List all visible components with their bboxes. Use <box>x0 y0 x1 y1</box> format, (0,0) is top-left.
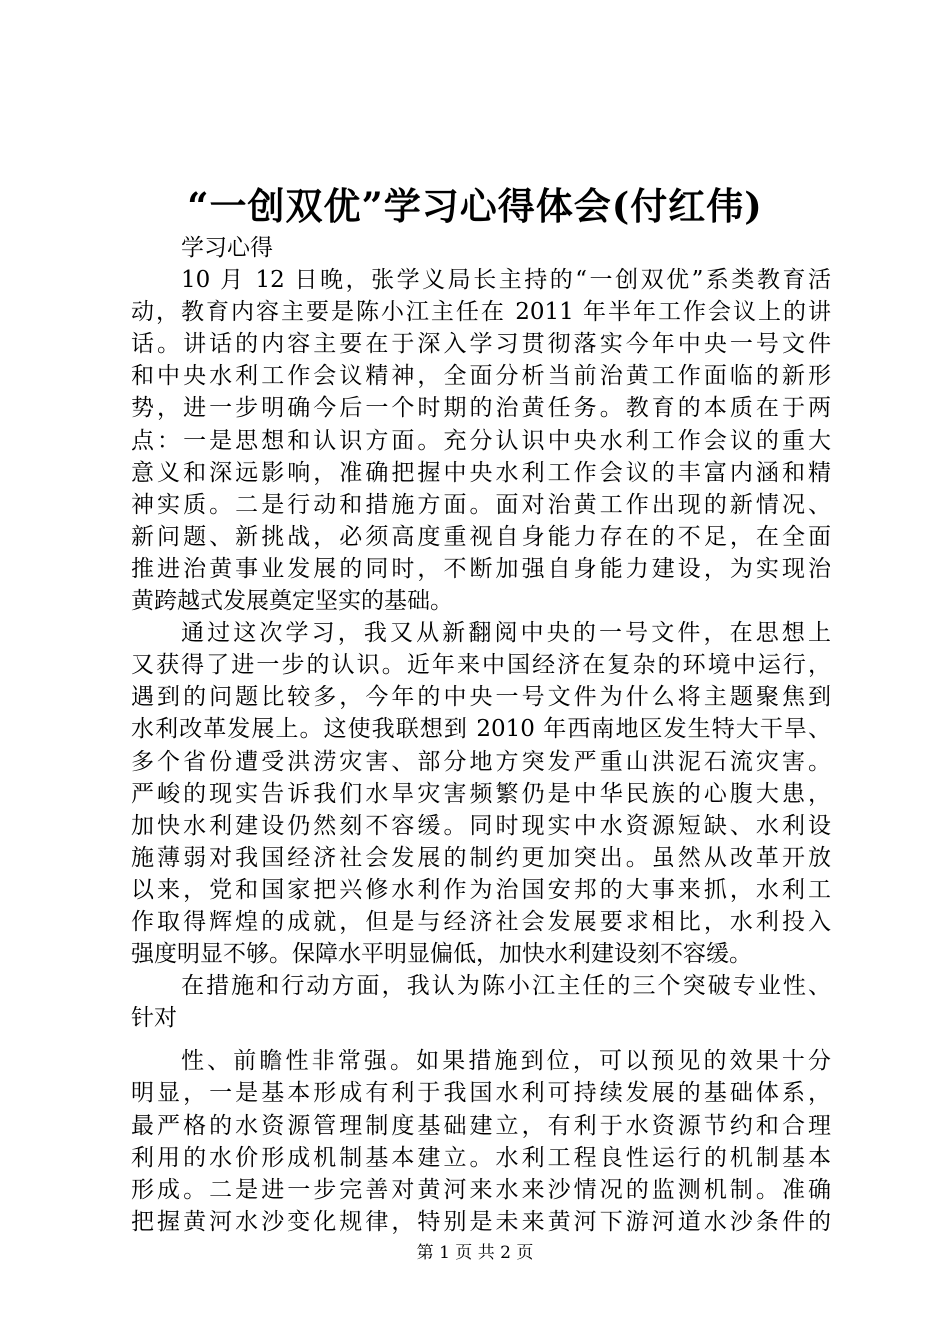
body-line: 性、前瞻性非常强。如果措施到位，可以预见的效果十分 <box>181 1048 831 1075</box>
body-line: 多个省份遭受洪涝灾害、部分地方突发严重山洪泥石流灾害。 <box>131 748 831 775</box>
body-line: 形成。二是进一步完善对黄河来水来沙情况的监测机制。准确 <box>131 1176 831 1203</box>
document-title: “一创双优”学习心得体会(付红伟) <box>187 184 763 228</box>
page-number-footer: 第 1 页 共 2 页 <box>416 1243 534 1263</box>
body-line: 利用的水价形成机制基本建立。水利工程良性运行的机制基本 <box>131 1144 831 1171</box>
document-body <box>131 232 831 1238</box>
body-line: 严峻的现实告诉我们水旱灾害频繁仍是中华民族的心腹大患， <box>131 780 831 807</box>
body-line: 新问题、新挑战，必须高度重视自身能力存在的不足，在全面 <box>131 523 831 550</box>
body-line: 势，进一步明确今后一个时期的治黄任务。教育的本质在于两 <box>131 395 831 422</box>
body-line: 明显，一是基本形成有利于我国水利可持续发展的基础体系， <box>131 1080 831 1107</box>
subheading-line: 学习心得 <box>181 235 273 261</box>
body-line: 黄跨越式发展奠定坚实的基础。 <box>131 588 453 615</box>
body-line: 和中央水利工作会议精神，全面分析当前治黄工作面临的新形 <box>131 363 831 390</box>
body-line: 针对 <box>131 1005 177 1032</box>
body-line: 点：一是思想和认识方面。充分认识中央水利工作会议的重大 <box>131 427 831 454</box>
body-line: 施薄弱对我国经济社会发展的制约更加突出。虽然从改革开放 <box>131 844 831 871</box>
body-line: 遇到的问题比较多，今年的中央一号文件为什么将主题聚焦到 <box>131 684 831 711</box>
body-line: 在措施和行动方面，我认为陈小江主任的三个突破专业性、 <box>181 973 831 1000</box>
paragraph-gap <box>131 1034 831 1045</box>
body-line: 神实质。二是行动和措施方面。面对治黄工作出现的新情况、 <box>131 491 831 518</box>
body-line: 推进治黄事业发展的同时，不断加强自身能力建设，为实现治 <box>131 555 831 582</box>
body-line: 10 月 12 日晚，张学义局长主持的“一创双优”系类教育活 <box>181 267 831 294</box>
body-line: 强度明显不够。保障水平明显偏低，加快水利建设刻不容缓。 <box>131 941 752 968</box>
body-line: 把握黄河水沙变化规律，特别是未来黄河下游河道水沙条件的 <box>131 1208 831 1235</box>
body-line: 以来，党和国家把兴修水利作为治国安邦的大事来抓，水利工 <box>131 876 831 903</box>
body-line: 加快水利建设仍然刻不容缓。同时现实中水资源短缺、水利设 <box>131 812 831 839</box>
body-line: 话。讲话的内容主要在于深入学习贯彻落实今年中央一号文件 <box>131 331 831 358</box>
body-line: 意义和深远影响，准确把握中央水利工作会议的丰富内涵和精 <box>131 459 831 486</box>
body-line: 作取得辉煌的成就，但是与经济社会发展要求相比，水利投入 <box>131 908 831 935</box>
body-line: 又获得了进一步的认识。近年来中国经济在复杂的环境中运行， <box>131 652 831 679</box>
body-line: 通过这次学习，我又从新翻阅中央的一号文件，在思想上 <box>181 620 831 647</box>
body-line: 动，教育内容主要是陈小江主任在 2011 年半年工作会议上的讲 <box>131 299 831 326</box>
body-line: 最严格的水资源管理制度基础建立，有利于水资源节约和合理 <box>131 1112 831 1139</box>
body-line: 水利改革发展上。这使我联想到 2010 年西南地区发生特大干旱、 <box>131 716 831 743</box>
